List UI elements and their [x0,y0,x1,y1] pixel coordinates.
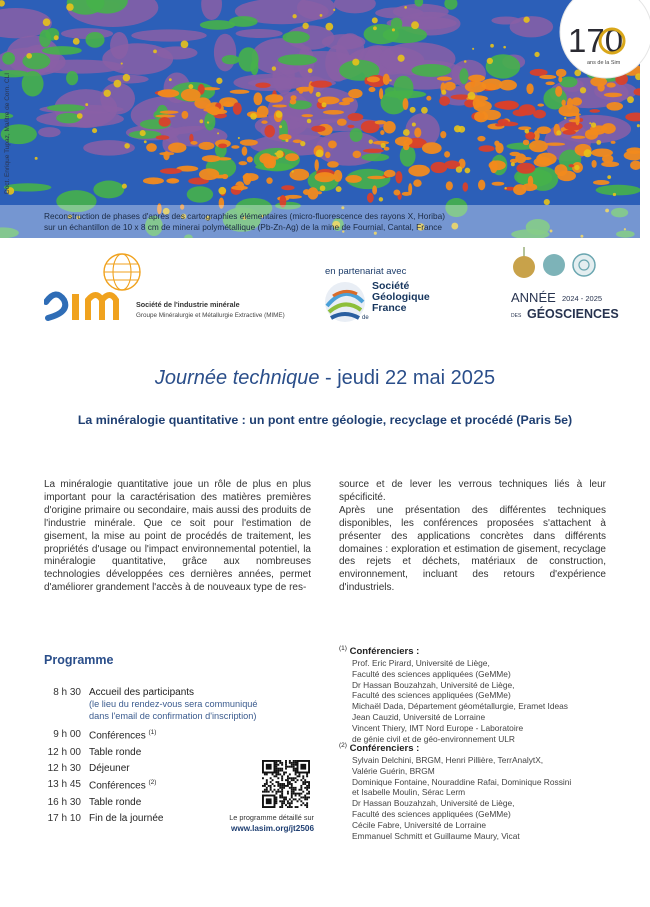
page-subtitle: La minéralogie quantitative : un pont entre géologie, recyclage et procédé (Paris 5e) [77,413,573,427]
programme-row [44,747,304,758]
banner-caption [44,211,445,233]
programme-label: Conférences [89,730,146,742]
badge-number: 170 [568,22,624,59]
speaker-line: de génie civil et de géo-environnement ULR [352,733,515,744]
programme-time: 13 h 45 [47,779,81,791]
intro-column-2-para-2: Après une présentation des différentes techniques disponibles, les conférences proposées s'attachent à présenter des applications concrètes dans différents domaines : exploration et estimation de gisement, recyclage des rejets et déchets, matériaux de construction, environnement, incluant des retours d'expérience d'industriels. [339,504,606,594]
speaker-line: Dr Hassan Bouzahzah, Université de Liège, [352,798,515,809]
speaker-line: Faculté des sciences appliquées (GeMMe) [352,808,511,819]
speakers-heading-2 [339,741,571,755]
partner-label: en partenariat avec [325,266,407,277]
programme-label: Déjeuner [89,762,130,774]
title-italic: Journée technique [154,367,320,389]
qr-code[interactable] [262,760,310,808]
programme-item [89,729,156,741]
programme-item [89,813,164,824]
programme-label: Table ronde [89,796,142,808]
page-title [0,367,650,390]
mineral-map-image [0,0,640,238]
sgf-line-2: Géologique [372,291,430,303]
sim-logo [44,252,284,332]
speaker-line: Faculté des sciences appliquées (GeMMe) [352,668,511,679]
sgf-line-1: Société [372,280,410,292]
programme-item [89,763,130,774]
speakers-sup-1: (1) [339,645,347,652]
sgf-de: de [362,315,369,321]
speaker-line: Vincent Thiery, IMT Nord Europe - Laboratoire [352,722,524,733]
speaker-line: Prof. Eric Pirard, Université de Liège, [352,657,490,668]
programme-time: 16 h 30 [47,796,81,808]
mineral-map-banner [0,0,640,238]
programme-sup: (2) [148,779,157,787]
speaker-line: Valérie Guérin, BRGM [352,765,435,776]
speaker-line: Faculté des sciences appliquées (GeMMe) [352,690,511,701]
programme-list [44,687,304,829]
sim-globe-icon [104,254,140,290]
programme-note-1: (le lieu du rendez-vous sera communiqué [89,699,258,709]
speaker-line: Emmanuel Schmitt et Guillaume Maury, Vicat [352,830,520,841]
programme-label: Fin de la journée [89,813,164,825]
anniversary-badge [554,0,650,80]
speakers-sup-2: (2) [339,742,347,749]
badge-subtitle: ans de la Sim [587,60,621,66]
qr-label: Le programme détaillé sur [229,813,314,822]
speakers-block-2 [339,741,571,841]
programme-sup: (1) [148,729,157,736]
speaker-line: Dominique Fontaine, Nouraddine Rafai, Dominique Rossini [352,776,572,787]
sgf-name [372,281,430,314]
annee-geosciences: GÉOSCIENCES [527,307,619,321]
programme-time: 12 h 30 [47,762,81,774]
speaker-line: Michaël Dada, Département géométallurgie, Eramet Ideas [352,701,568,712]
programme-label: Accueil des participants [89,687,195,698]
speaker-line: et Isabelle Moulin, Sérac Lerm [352,787,466,798]
programme-item [89,747,141,758]
programme-note-2: dans l'email de confirmation d'inscription) [89,711,257,721]
title-separator: - [319,367,338,389]
speakers-list-1 [339,658,568,744]
intro-column-1: La minéralogie quantitative joue un rôle de plus en plus important pour la caractérisation des matières premières d'origine primaire ou secondaire, mais aussi des produits de l'industrie minérale. Que ce soit pour l'estimation de gisement, la mise au point de procédés de traitement, les propriétés d'usage ou l'impact environnemental potentiel, la minéralogie quantitative, grâce aux nombreuses technologies développées ces dernières années, permet d'améliorer grandement l'accès à de nouveaux type de res- [44,479,311,594]
programme-link[interactable]: www.lasim.org/jt2506 [231,824,314,833]
speakers-heading-2-text: Conférenciers : [349,743,420,755]
programme-time: 8 h 30 [53,687,81,698]
annee-title: ANNÉE [511,290,556,305]
sim-subtitle: Groupe Minéralurgie et Métallurgie Extractive (MIME) [136,312,285,319]
programme-heading: Programme [44,653,114,667]
annee-years: 2024 - 2025 [562,294,603,303]
speaker-line: Sylvain Delchini, BRGM, Henri Pillière, TerrAnalytX, [352,754,544,765]
speaker-line: Cécile Fabre, Université de Lorraine [352,819,487,830]
caption-line-1: Reconstruction de phases d'après des cartographies élémentaires (micro-fluorescence des rayons X, Horiba) [44,211,445,221]
programme-item [89,779,156,791]
speaker-line: Dr Hassan Bouzahzah, Université de Liège, [352,679,515,690]
sim-name: Société de l'industrie minérale [136,300,240,309]
programme-time: 12 h 00 [47,746,81,758]
programme-time: 17 h 10 [47,813,81,825]
programme-time: 9 h 00 [53,729,81,740]
speaker-line: Jean Cauzid, Université de Lorraine [352,711,486,722]
speakers-list-2 [339,755,571,841]
image-credit: Doct. Enrique Tupaz, Ma/itre de Corn. CLI [4,72,11,194]
caption-line-2: sur un échantillon de 10 x 8 cm de minerai polymétallique (Pb-Zn-Ag) de la mine de Fournial, Cantal, France [44,222,442,232]
programme-label: Conférences [89,780,146,792]
qr-caption [214,812,314,834]
programme-item [89,797,141,808]
title-date: jeudi 22 mai 2025 [337,367,496,389]
annee-des: DES [511,313,522,319]
speakers-block-1 [339,644,568,744]
programme-row [44,729,304,741]
programme-row [44,687,304,722]
programme-item [89,687,258,722]
programme-label: Table ronde [89,746,142,758]
intro-column-2 [339,479,606,595]
intro-column-2-para-1: source et de lever les verrous techniques liés à leur spécificité. [339,479,606,503]
speakers-heading-1 [339,644,568,658]
sgf-line-3: France [372,302,407,314]
speakers-heading-1-text: Conférenciers : [349,646,420,658]
